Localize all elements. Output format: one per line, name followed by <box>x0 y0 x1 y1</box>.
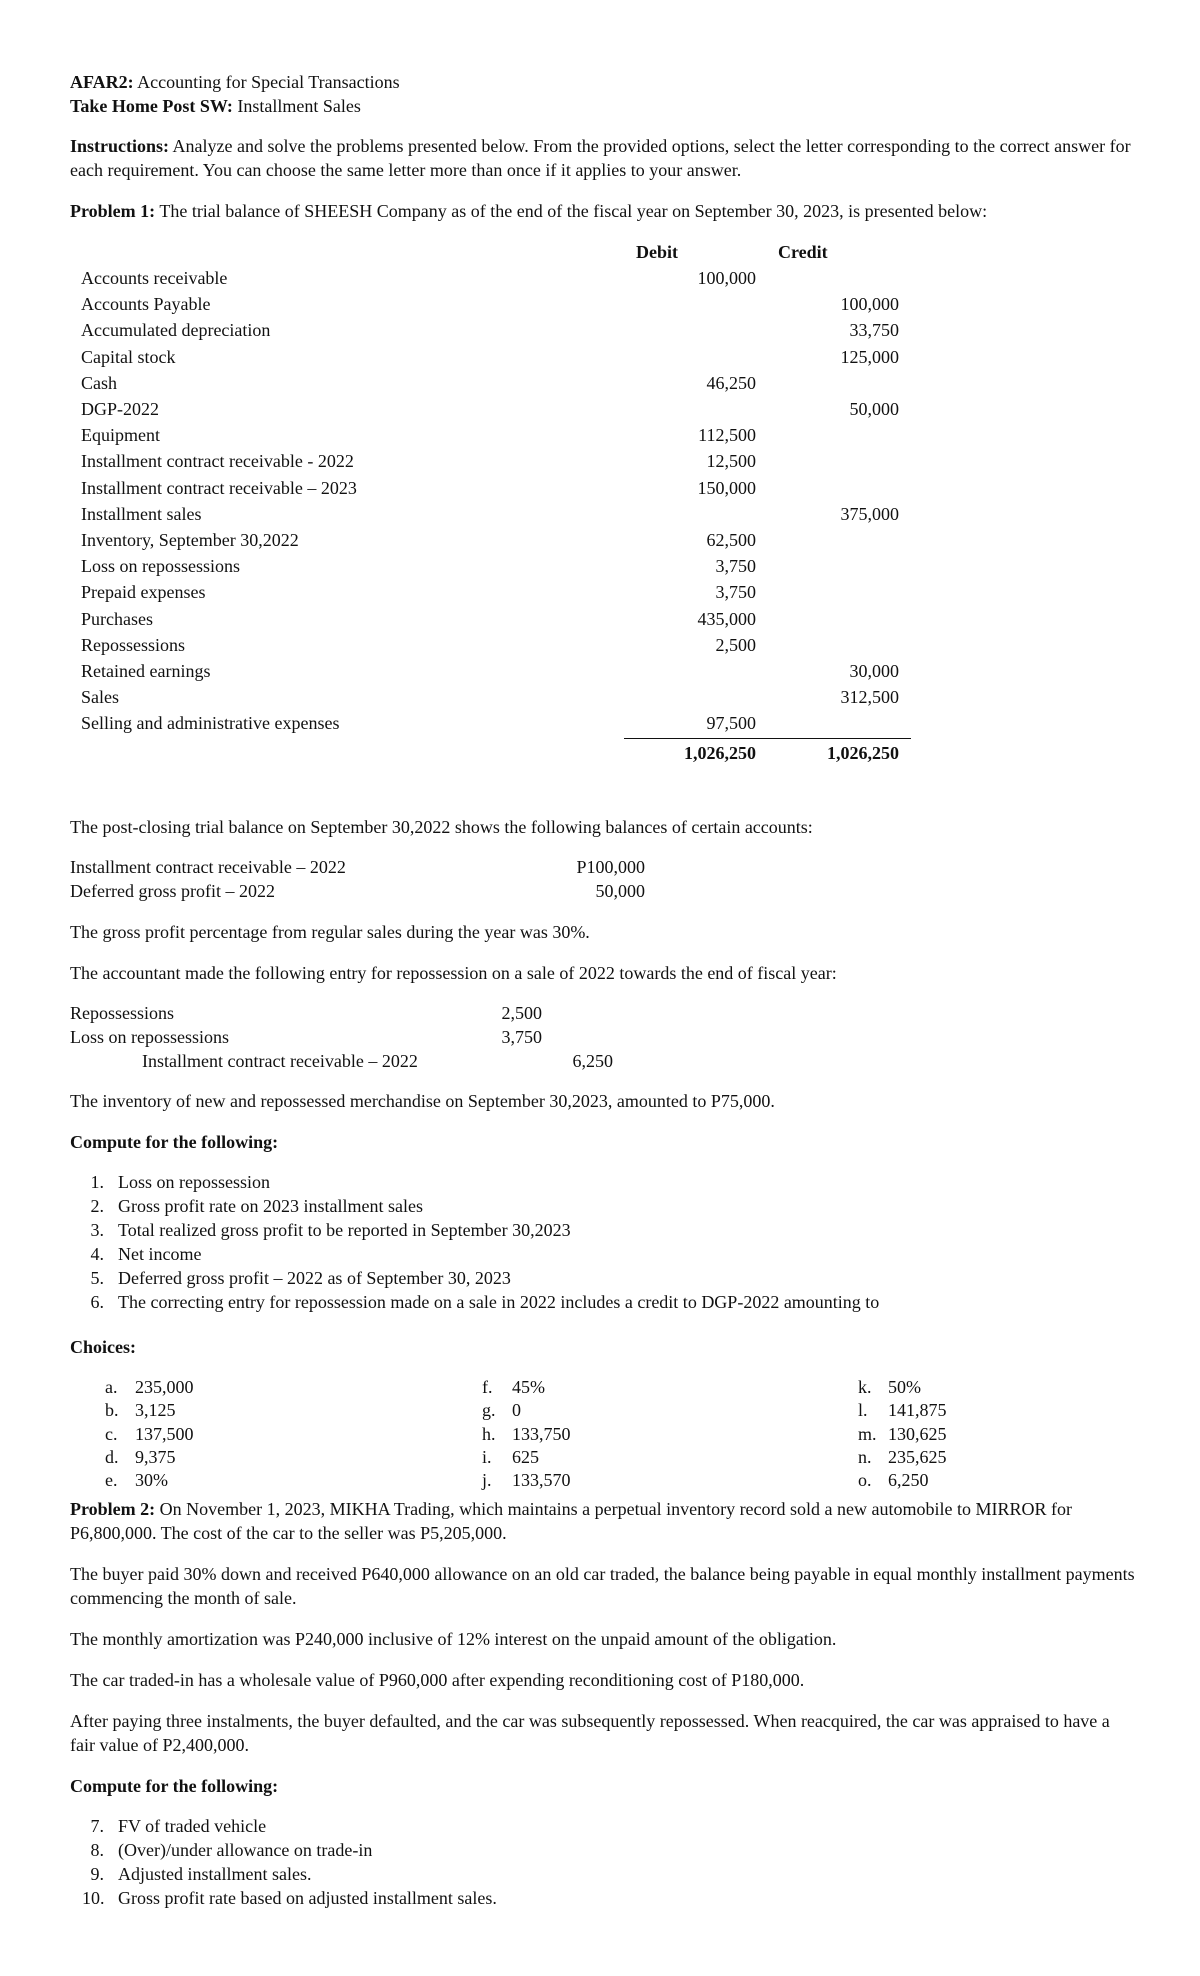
requirement-text: FV of traded vehicle <box>118 1816 267 1836</box>
choice-value: 30% <box>135 1470 168 1491</box>
requirement-number: 3. <box>90 1220 104 1240</box>
choice-item <box>482 1398 521 1422</box>
tb-account-name: Selling and administrative expenses <box>81 713 340 734</box>
choice-letter: e. <box>105 1470 118 1491</box>
choice-value: 6,250 <box>888 1470 929 1491</box>
requirement-text: Deferred gross profit – 2022 as of September 30, 2023 <box>118 1268 511 1288</box>
tb-credit-amount: 375,000 <box>840 503 899 524</box>
choice-item <box>858 1398 947 1422</box>
tb-account-name: Accumulated depreciation <box>81 320 271 341</box>
choice-letter: k. <box>858 1377 872 1397</box>
requirement-item <box>82 1194 1142 1218</box>
tb-debit-amount: 46,250 <box>706 372 756 393</box>
tb-row <box>0 685 1200 711</box>
tb-account-name: Prepaid expenses <box>81 582 206 603</box>
requirement-item <box>82 1266 1142 1290</box>
choice-letter: m. <box>858 1423 877 1444</box>
choice-letter: b. <box>105 1400 119 1421</box>
instructions-label: Instructions: <box>70 136 170 156</box>
choice-letter: o. <box>858 1470 872 1491</box>
tb-total-credit: 1,026,250 <box>827 743 899 763</box>
tb-row <box>0 711 1200 737</box>
tb-row <box>0 633 1200 659</box>
tb-debit-header: Debit <box>636 242 678 262</box>
choice-value: 133,570 <box>512 1470 571 1491</box>
instructions-text: Analyze and solve the problems presented below. From the provided options, select the letter corresponding to the correct answer for each requirement. You can choose the same letter more than once if it applies to your answer. <box>70 136 1131 180</box>
tb-credit-amount: 125,000 <box>840 346 899 367</box>
choice-value: 45% <box>512 1377 545 1397</box>
choice-item <box>482 1445 539 1469</box>
tb-debit-amount: 435,000 <box>697 608 756 629</box>
tb-credit-amount: 100,000 <box>840 294 899 315</box>
tb-row <box>0 607 1200 633</box>
tb-row <box>0 449 1200 475</box>
requirement-number: 5. <box>90 1268 104 1288</box>
choice-value: 0 <box>512 1400 521 1421</box>
post-closing-amount-2: 50,000 <box>595 881 645 901</box>
choice-item <box>105 1445 176 1469</box>
choice-letter: d. <box>105 1446 119 1467</box>
choice-value: 235,000 <box>135 1377 194 1397</box>
requirement-text: Net income <box>118 1244 202 1264</box>
tb-row <box>0 371 1200 397</box>
tb-debit-amount: 2,500 <box>715 634 756 655</box>
choice-value: 133,750 <box>512 1423 571 1444</box>
choice-item <box>858 1445 947 1469</box>
choice-item <box>858 1375 921 1399</box>
tb-account-name: Installment contract receivable – 2023 <box>81 477 357 498</box>
tb-debit-amount: 12,500 <box>706 451 756 472</box>
tb-debit-amount: 3,750 <box>715 582 756 603</box>
tb-account-name: Loss on repossessions <box>81 556 241 577</box>
choice-value: 130,625 <box>888 1423 947 1444</box>
tb-account-name: DGP-2022 <box>81 399 160 419</box>
choices-label: Choices: <box>70 1337 136 1357</box>
choice-item <box>105 1468 168 1492</box>
choice-letter: n. <box>858 1446 872 1467</box>
choice-letter: h. <box>482 1423 496 1444</box>
gp-note: The gross profit percentage from regular sales during the year was 30%. <box>70 922 590 942</box>
choice-value: 9,375 <box>135 1446 176 1467</box>
tb-row <box>0 292 1200 318</box>
instructions <box>70 134 1138 182</box>
tb-debit-amount: 62,500 <box>706 530 756 550</box>
assignment-title: Installment Sales <box>232 96 361 116</box>
entry-account-3: Installment contract receivable – 2022 <box>142 1051 418 1071</box>
choice-item <box>858 1468 929 1492</box>
choice-item <box>105 1422 194 1446</box>
course-title: Accounting for Special Transactions <box>133 72 400 92</box>
tb-credit-amount: 33,750 <box>849 320 899 341</box>
entry-intro: The accountant made the following entry for repossession on a sale of 2022 towards the end of fiscal year: <box>70 963 837 983</box>
problem1-requirements <box>82 1170 1142 1314</box>
choice-item <box>482 1422 571 1446</box>
requirement-item <box>82 1218 1142 1242</box>
post-closing-account-1: Installment contract receivable – 2022 <box>70 857 346 877</box>
requirement-number: 8. <box>90 1840 104 1860</box>
tb-row <box>0 659 1200 685</box>
tb-total-debit: 1,026,250 <box>684 743 756 763</box>
tb-account-name: Inventory, September 30,2022 <box>81 530 299 550</box>
requirement-number: 9. <box>90 1864 104 1884</box>
tb-row <box>0 266 1200 292</box>
choice-letter: l. <box>858 1400 868 1421</box>
tb-row <box>0 345 1200 371</box>
tb-debit-amount: 3,750 <box>715 556 756 577</box>
tb-account-name: Equipment <box>81 425 160 446</box>
choice-value: 625 <box>512 1446 539 1467</box>
post-closing-account-2: Deferred gross profit – 2022 <box>70 881 275 901</box>
post-closing-intro: The post-closing trial balance on September 30,2022 shows the following balances of certain accounts: <box>70 817 813 837</box>
tb-credit-amount: 312,500 <box>840 687 899 708</box>
tb-row <box>0 397 1200 423</box>
tb-row <box>0 580 1200 606</box>
problem2-buyer: The buyer paid 30% down and received P640,000 allowance on an old car traded, the balance being payable in equal monthly installment payments commencing the month of sale. <box>70 1564 1135 1608</box>
requirement-item <box>82 1170 1142 1194</box>
entry-debit-1: 2,500 <box>501 1003 542 1023</box>
problem2-label: Problem 2: <box>70 1499 156 1519</box>
requirement-number: 7. <box>90 1816 104 1836</box>
entry-credit-3: 6,250 <box>572 1051 613 1071</box>
requirement-item <box>82 1886 1142 1910</box>
requirement-text: (Over)/under allowance on trade-in <box>118 1840 373 1860</box>
tb-credit-amount: 50,000 <box>849 399 899 419</box>
tb-debit-amount: 100,000 <box>697 268 756 288</box>
tb-debit-amount: 150,000 <box>697 477 756 498</box>
tb-account-name: Accounts Payable <box>81 294 211 315</box>
choice-value: 141,875 <box>888 1400 947 1421</box>
requirement-item <box>82 1814 1142 1838</box>
choice-item <box>482 1468 571 1492</box>
choice-value: 50% <box>888 1377 921 1397</box>
requirement-text: Adjusted installment sales. <box>118 1864 312 1884</box>
problem2-intro-text: On November 1, 2023, MIKHA Trading, which maintains a perpetual inventory record sold a new automobile to MIRROR for P6,800,000. The cost of the car to the seller was P5,205,000. <box>70 1499 1073 1543</box>
tb-row <box>0 476 1200 502</box>
choice-letter: g. <box>482 1400 496 1421</box>
tb-row <box>0 554 1200 580</box>
tb-row <box>0 423 1200 449</box>
tb-credit-amount: 30,000 <box>849 661 899 681</box>
choice-item <box>105 1398 176 1422</box>
entry-debit-2: 3,750 <box>501 1027 542 1047</box>
tb-account-name: Repossessions <box>81 634 186 655</box>
choice-letter: j. <box>482 1470 492 1491</box>
choice-value: 3,125 <box>135 1400 176 1421</box>
problem1-compute-label: Compute for the following: <box>70 1132 279 1152</box>
problem1-intro <box>70 199 1138 223</box>
tb-row <box>0 318 1200 344</box>
requirement-number: 1. <box>90 1172 104 1192</box>
choice-letter: f. <box>482 1377 493 1397</box>
requirement-number: 4. <box>90 1244 104 1264</box>
course-line <box>70 70 400 94</box>
tb-account-name: Cash <box>81 372 117 393</box>
entry-account-2: Loss on repossessions <box>70 1027 230 1047</box>
problem2-amortization: The monthly amortization was P240,000 inclusive of 12% interest on the unpaid amount of the obligation. <box>70 1629 837 1649</box>
tb-debit-amount: 97,500 <box>706 713 756 734</box>
problem2-requirements <box>82 1814 1142 1910</box>
problem1-intro-text: The trial balance of SHEESH Company as of the end of the fiscal year on September 30, 2023, is presented below: <box>155 201 988 221</box>
choice-value: 235,625 <box>888 1446 947 1467</box>
requirement-number: 6. <box>90 1292 104 1312</box>
requirement-text: Loss on repossession <box>118 1172 270 1192</box>
problem1-label: Problem 1: <box>70 201 156 221</box>
tb-total-rule <box>624 738 911 739</box>
assignment-code: Take Home Post SW: <box>70 96 233 116</box>
tb-row <box>0 528 1200 554</box>
tb-row <box>0 502 1200 528</box>
tb-account-name: Capital stock <box>81 346 176 367</box>
requirement-item <box>82 1290 1142 1314</box>
tb-debit-amount: 112,500 <box>698 425 756 446</box>
tb-account-name: Purchases <box>81 608 153 629</box>
tb-account-name: Installment sales <box>81 503 202 524</box>
choice-letter: c. <box>105 1423 118 1444</box>
problem2-compute-label: Compute for the following: <box>70 1776 279 1796</box>
problem2-default: After paying three instalments, the buyer defaulted, and the car was subsequently repossessed. When reacquired, the car was appraised to have a fair value of P2,400,000. <box>70 1711 1110 1755</box>
post-closing-amount-1: P100,000 <box>576 857 645 877</box>
requirement-item <box>82 1242 1142 1266</box>
choice-item <box>482 1375 545 1399</box>
tb-account-name: Accounts receivable <box>81 268 228 288</box>
assignment-line <box>70 94 361 118</box>
tb-account-name: Sales <box>81 687 119 708</box>
tb-account-name: Retained earnings <box>81 661 211 681</box>
problem2-tradein: The car traded-in has a wholesale value of P960,000 after expending reconditioning cost of P180,000. <box>70 1670 805 1690</box>
requirement-item <box>82 1838 1142 1862</box>
requirement-text: Gross profit rate on 2023 installment sales <box>118 1196 423 1216</box>
choice-value: 137,500 <box>135 1423 194 1444</box>
choice-letter: a. <box>105 1377 118 1397</box>
requirement-number: 10. <box>82 1888 105 1908</box>
requirement-text: Gross profit rate based on adjusted installment sales. <box>118 1888 497 1908</box>
course-code: AFAR2: <box>70 72 134 92</box>
tb-account-name: Installment contract receivable - 2022 <box>81 451 354 472</box>
choice-letter: i. <box>482 1446 492 1467</box>
choice-item <box>105 1375 194 1399</box>
choice-item <box>858 1422 947 1446</box>
tb-credit-header: Credit <box>778 242 828 262</box>
requirement-text: The correcting entry for repossession made on a sale in 2022 includes a credit to DGP-2022 amounting to <box>118 1292 880 1312</box>
problem2-intro <box>70 1497 1138 1545</box>
entry-account-1: Repossessions <box>70 1003 175 1023</box>
inventory-note: The inventory of new and repossessed merchandise on September 30,2023, amounted to P75,000. <box>70 1091 775 1111</box>
requirement-text: Total realized gross profit to be reported in September 30,2023 <box>118 1220 571 1240</box>
requirement-number: 2. <box>90 1196 104 1216</box>
requirement-item <box>82 1862 1142 1886</box>
